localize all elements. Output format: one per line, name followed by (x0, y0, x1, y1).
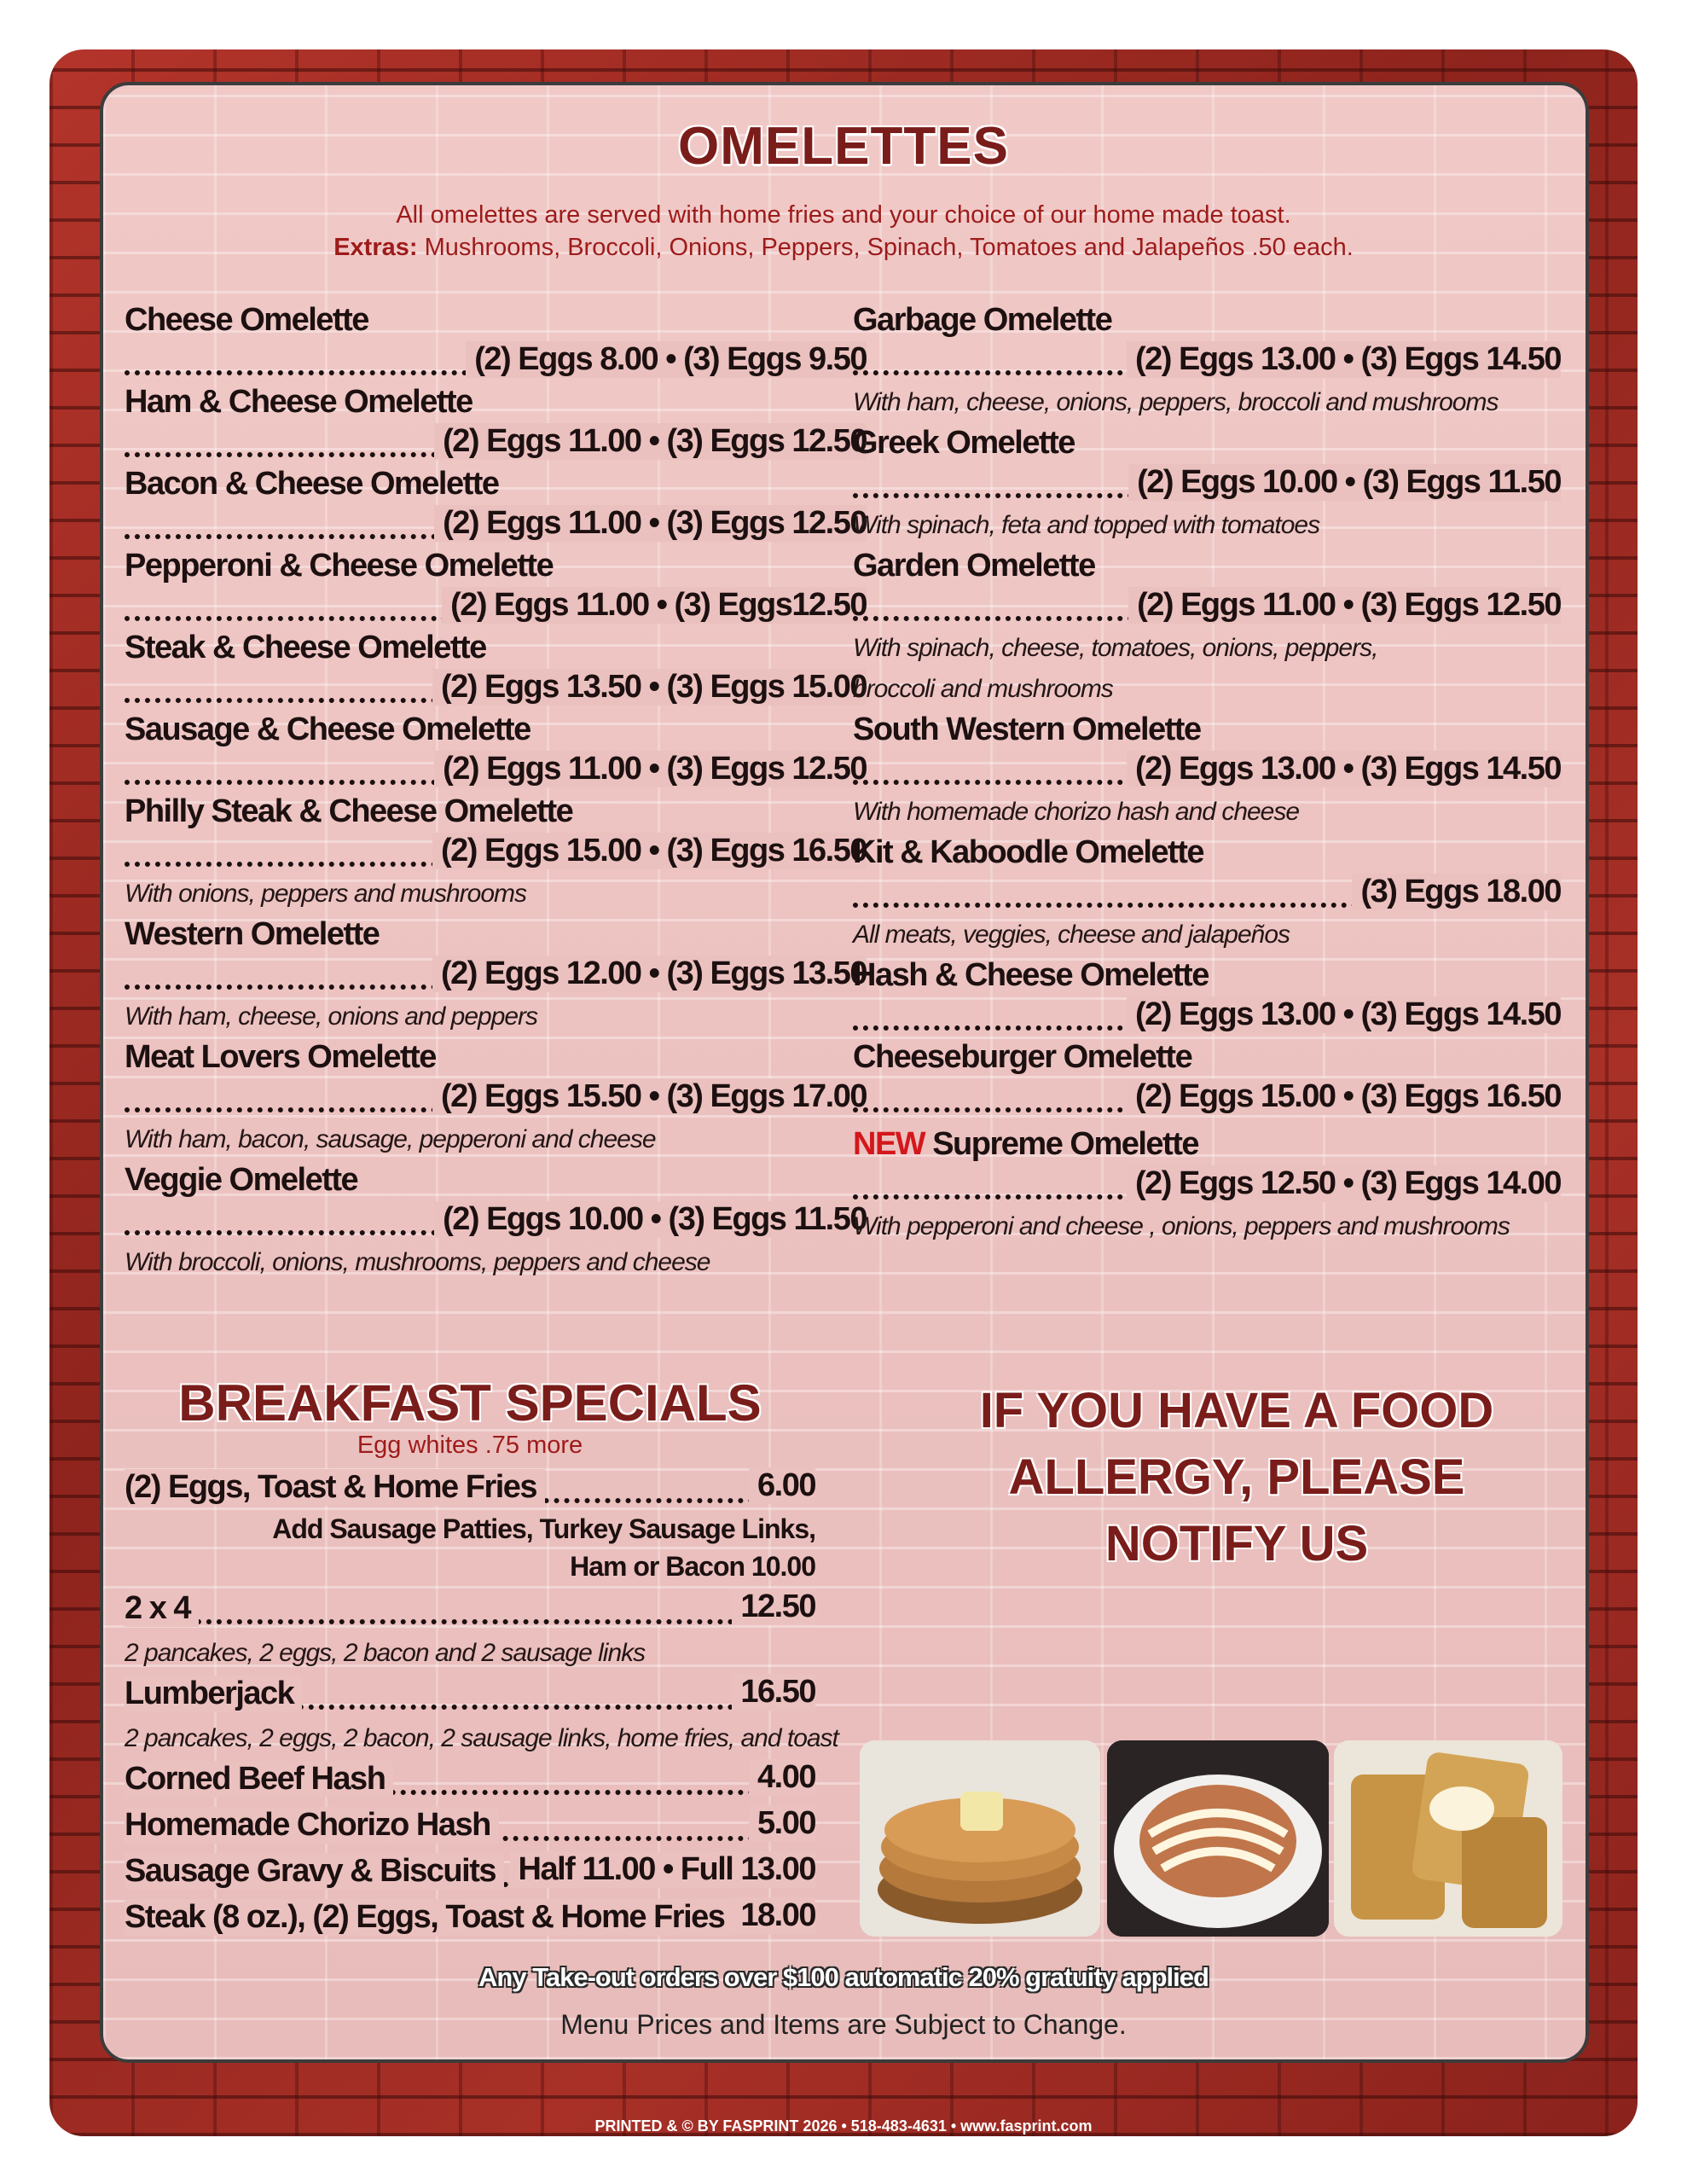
item-price: (2) Eggs 15.00 • (3) Eggs 16.50 (432, 833, 867, 869)
omelettes-extras (0, 234, 1687, 262)
item-description: With spinach, feta and topped with tomatoes (853, 511, 1320, 539)
item-price: 16.50 (732, 1674, 815, 1711)
cinnamon-pancake-photo (1107, 1740, 1329, 1937)
item-price: (2) Eggs 13.50 • (3) Eggs 15.00 (432, 669, 867, 706)
item-description: With broccoli, onions, mushrooms, peppers and cheese (125, 1248, 710, 1276)
omelettes-right-column (853, 300, 1561, 1247)
new-badge: NEW (853, 1126, 925, 1162)
extras-text: Mushrooms, Broccoli, Onions, Peppers, Spinach, Tomatoes and Jalapeños .50 each. (417, 234, 1354, 261)
item-price: (2) Eggs 11.00 • (3) Eggs 12.50 (434, 423, 867, 460)
item-price-row (125, 587, 867, 628)
item-price-row (125, 505, 867, 546)
item-price: (2) Eggs 13.00 • (3) Eggs 14.50 (1127, 341, 1561, 378)
item-name: Corned Beef Hash (125, 1761, 393, 1798)
menu-item (853, 956, 1561, 996)
item-price-row (125, 341, 867, 382)
item-name: Hash & Cheese Omelette (853, 957, 1209, 993)
item-price: (2) Eggs 8.00 • (3) Eggs 9.50 (466, 341, 867, 378)
special-item (125, 1674, 815, 1718)
item-price: 12.50 (732, 1589, 815, 1625)
menu-item (125, 464, 867, 505)
item-price-row (853, 751, 1561, 792)
item-price-row (125, 833, 867, 874)
item-price-row (853, 1165, 1561, 1206)
allergy-line: IF YOU HAVE A FOOD (979, 1383, 1494, 1438)
item-description-cont: broccoli and mushrooms (853, 675, 1113, 703)
menu-item (125, 792, 867, 833)
item-name: Meat Lovers Omelette (125, 1039, 436, 1075)
menu-item (853, 423, 1561, 464)
item-description: 2 pancakes, 2 eggs, 2 bacon and 2 sausage links (125, 1639, 646, 1667)
menu-item (125, 546, 867, 587)
prices-subject-notice: Menu Prices and Items are Subject to Change. (560, 2009, 1127, 2040)
item-price-row (853, 996, 1561, 1037)
menu-item (125, 382, 867, 423)
item-price-row (853, 587, 1561, 628)
omelettes-intro: All omelettes are served with home fries and your choice of our home made toast. (396, 201, 1291, 229)
special-addon (125, 1510, 815, 1585)
special-item (125, 1851, 815, 1897)
item-description: With homemade chorizo hash and cheese (853, 798, 1300, 826)
extras-label: Extras: (333, 234, 418, 261)
special-item (125, 1467, 815, 1510)
menu-item (125, 710, 867, 751)
item-name: Veggie Omelette (125, 1162, 358, 1198)
item-price-row (853, 464, 1561, 505)
item-price-row (125, 751, 867, 792)
item-price: (2) Eggs 13.00 • (3) Eggs 14.50 (1127, 996, 1561, 1033)
pancakes-photo (860, 1740, 1100, 1937)
menu-item (125, 300, 867, 341)
item-price: (2) Eggs 15.50 • (3) Eggs 17.00 (432, 1078, 867, 1115)
menu-item (125, 1160, 867, 1201)
omelettes-left-column (125, 300, 867, 1283)
menu-item (853, 833, 1561, 874)
item-price-row (853, 341, 1561, 382)
item-price-row (853, 874, 1561, 915)
item-name: Cheeseburger Omelette (853, 1039, 1192, 1075)
item-price: (2) Eggs 11.00 • (3) Eggs 12.50 (1128, 587, 1561, 624)
menu-item (125, 915, 867, 956)
menu-item (853, 1037, 1561, 1078)
item-name: Sausage Gravy & Biscuits (125, 1853, 504, 1890)
menu-item (853, 710, 1561, 751)
item-price-row (853, 1078, 1561, 1119)
item-name-row (853, 1126, 1198, 1163)
item-description: 2 pancakes, 2 eggs, 2 bacon, 2 sausage links, home fries, and toast (125, 1724, 838, 1752)
specials-title: BREAKFAST SPECIALS (178, 1374, 762, 1432)
item-description: With pepperoni and cheese , onions, peppers and mushrooms (853, 1212, 1510, 1240)
addon-line: Add Sausage Patties, Turkey Sausage Links, (272, 1513, 815, 1544)
allergy-line: NOTIFY US (1104, 1516, 1369, 1571)
item-name: Garden Omelette (853, 548, 1095, 584)
item-price-row (125, 669, 867, 710)
item-description: With ham, cheese, onions and peppers (125, 1002, 538, 1031)
item-price: (2) Eggs 10.00 • (3) Eggs 11.50 (1128, 464, 1561, 501)
item-name: Steak & Cheese Omelette (125, 630, 486, 665)
item-name: Homemade Chorizo Hash (125, 1807, 499, 1844)
allergy-line: ALLERGY, PLEASE (1008, 1449, 1465, 1505)
omelettes-title: OMELETTES (678, 117, 1009, 176)
item-name: Pepperoni & Cheese Omelette (125, 548, 554, 584)
item-name: Western Omelette (125, 916, 380, 952)
item-description: With ham, cheese, onions, peppers, broccoli and mushrooms (853, 388, 1499, 416)
item-description: With onions, peppers and mushrooms (125, 880, 526, 908)
special-item (125, 1897, 815, 1943)
item-name: Bacon & Cheese Omelette (125, 466, 499, 502)
item-name: Cheese Omelette (125, 302, 368, 338)
item-name: Garbage Omelette (853, 302, 1112, 338)
item-price: 4.00 (749, 1759, 815, 1796)
item-price: (2) Eggs 15.00 • (3) Eggs 16.50 (1127, 1078, 1561, 1115)
special-item (125, 1589, 815, 1633)
item-price: (2) Eggs 11.00 • (3) Eggs 12.50 (434, 505, 867, 542)
item-price-row (125, 956, 867, 996)
takeout-notice: Any Take-out orders over $100 automatic 20% gratuity applied (478, 1962, 1209, 1992)
item-name: Ham & Cheese Omelette (125, 384, 472, 420)
item-price: (2) Eggs 12.00 • (3) Eggs 13.50 (432, 956, 867, 992)
item-name: Lumberjack (125, 1676, 302, 1712)
item-name: Steak (8 oz.), (2) Eggs, Toast & Home Fries (125, 1899, 733, 1936)
item-price: (2) Eggs 11.00 • (3) Eggs 12.50 (434, 751, 867, 787)
item-name: Supreme Omelette (925, 1126, 1198, 1162)
item-price: 6.00 (749, 1467, 815, 1504)
item-name: Greek Omelette (853, 425, 1075, 461)
item-description: With spinach, cheese, tomatoes, onions, peppers, (853, 634, 1378, 662)
item-name: (2) Eggs, Toast & Home Fries (125, 1469, 545, 1506)
menu-item (125, 1037, 867, 1078)
menu-item (853, 546, 1561, 587)
item-description: With ham, bacon, sausage, pepperoni and cheese (125, 1125, 656, 1153)
item-price: 5.00 (749, 1805, 815, 1842)
item-price: 18.00 (732, 1897, 815, 1934)
menu-item (125, 628, 867, 669)
french-toast-photo (1334, 1740, 1562, 1937)
special-item (125, 1805, 815, 1851)
item-price-row (125, 423, 867, 464)
addon-line: Ham or Bacon 10.00 (570, 1551, 815, 1582)
item-price: (2) Eggs 13.00 • (3) Eggs 14.50 (1127, 751, 1561, 787)
item-price-row (125, 1201, 867, 1242)
printer-credit: PRINTED & © BY FASPRINT 2026 • 518-483-4631 • www.fasprint.com (594, 2117, 1093, 2135)
item-name: Sausage & Cheese Omelette (125, 712, 530, 747)
special-item (125, 1759, 815, 1805)
item-description: All meats, veggies, cheese and jalapeños (853, 921, 1290, 949)
item-name: Philly Steak & Cheese Omelette (125, 793, 573, 829)
item-price: (2) Eggs 10.00 • (3) Eggs 11.50 (434, 1201, 867, 1238)
item-price: (3) Eggs 18.00 (1352, 874, 1561, 910)
item-name: South Western Omelette (853, 712, 1201, 747)
menu-item (853, 300, 1561, 341)
item-price: (2) Eggs 12.50 • (3) Eggs 14.00 (1127, 1165, 1561, 1202)
specials-list (125, 1467, 838, 1943)
item-price-row (125, 1078, 867, 1119)
item-name: Kit & Kaboodle Omelette (853, 834, 1203, 870)
menu-item (853, 1119, 1561, 1165)
allergy-notice (896, 1378, 1578, 1577)
item-price: Half 11.00 • Full 13.00 (510, 1851, 815, 1888)
item-name: 2 x 4 (125, 1590, 199, 1627)
item-price: (2) Eggs 11.00 • (3) Eggs12.50 (442, 587, 867, 624)
specials-subtitle: Egg whites .75 more (357, 1432, 583, 1459)
